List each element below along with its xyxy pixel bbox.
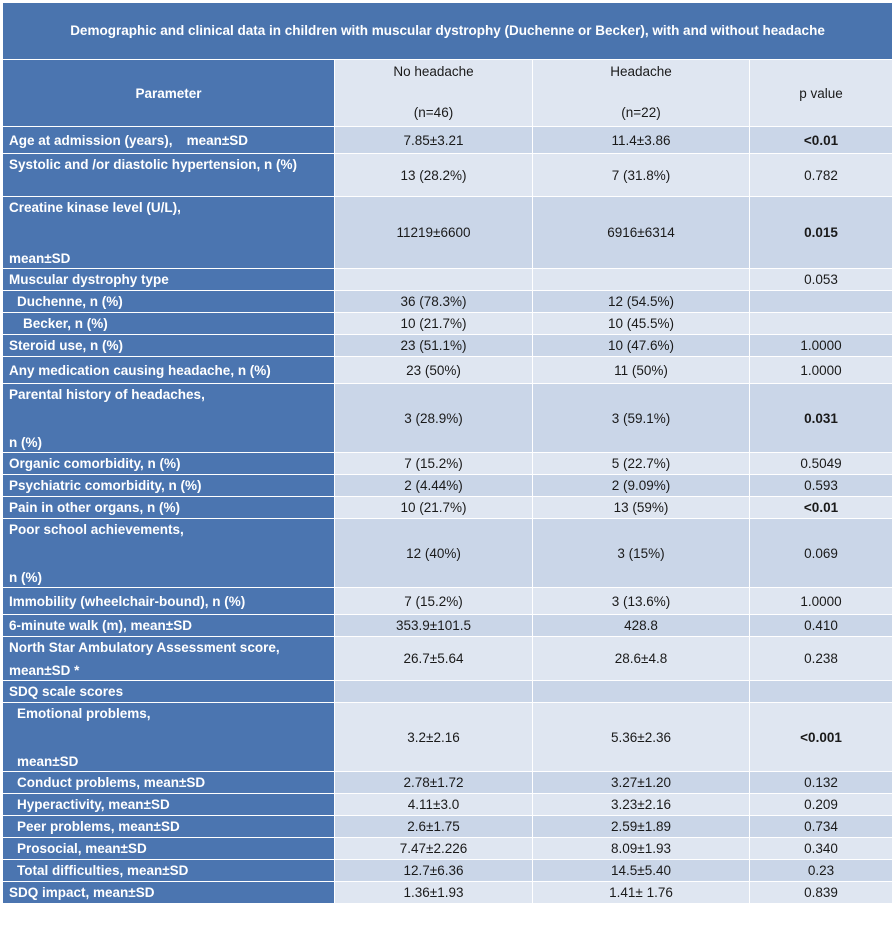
row-label-text: Organic comorbidity, n (%) — [9, 456, 181, 471]
value-no-headache: 7.47±2.226 — [335, 838, 533, 860]
value-p: 0.031 — [750, 384, 893, 453]
header-no-headache — [335, 60, 533, 127]
value-no-headache: 11219±6600 — [335, 197, 533, 269]
value-no-headache: 3 (28.9%) — [335, 384, 533, 453]
row-label — [3, 588, 335, 615]
value-headache: 10 (47.6%) — [533, 335, 750, 357]
row-label-line2: mean±SD — [17, 754, 79, 769]
row-label-line1: Poor school achievements, — [9, 522, 184, 537]
row-label-line2: mean±SD — [9, 251, 71, 266]
value-no-headache: 2.78±1.72 — [335, 772, 533, 794]
table-row — [3, 794, 893, 816]
row-label — [3, 703, 335, 772]
row-label-line1: Creatine kinase level (U/L), — [9, 200, 181, 215]
value-headache: 3.23±2.16 — [533, 794, 750, 816]
header-no-headache-n: (n=46) — [413, 105, 454, 120]
row-label — [3, 453, 335, 475]
table-row — [3, 335, 893, 357]
table-row — [3, 703, 893, 772]
header-headache-label: Headache — [610, 64, 672, 79]
value-headache: 2 (9.09%) — [533, 475, 750, 497]
row-label-text: Muscular dystrophy type — [9, 272, 169, 287]
row-label — [3, 313, 335, 335]
table-row — [3, 127, 893, 154]
value-headache: 3 (15%) — [533, 519, 750, 588]
row-label — [3, 475, 335, 497]
value-no-headache: 7.85±3.21 — [335, 127, 533, 154]
header-parameter: Parameter — [3, 60, 335, 127]
value-headache: 11 (50%) — [533, 357, 750, 384]
value-p: 0.410 — [750, 615, 893, 637]
row-label-line2: n (%) — [9, 570, 42, 585]
row-label — [3, 681, 335, 703]
value-p: 0.593 — [750, 475, 893, 497]
row-label-text: Hyperactivity, mean±SD — [17, 797, 170, 812]
table-row — [3, 497, 893, 519]
value-headache: 12 (54.5%) — [533, 291, 750, 313]
value-headache — [533, 269, 750, 291]
row-label-line2: n (%) — [9, 435, 42, 450]
table-row — [3, 772, 893, 794]
value-p: 0.5049 — [750, 453, 893, 475]
header-no-headache-label: No headache — [393, 64, 474, 79]
value-p: 0.053 — [750, 269, 893, 291]
value-headache: 8.09±1.93 — [533, 838, 750, 860]
value-headache: 13 (59%) — [533, 497, 750, 519]
value-no-headache: 2 (4.44%) — [335, 475, 533, 497]
data-table — [2, 2, 893, 904]
value-headache: 28.6±4.8 — [533, 637, 750, 681]
row-label-text: Conduct problems, mean±SD — [17, 775, 206, 790]
row-label — [3, 882, 335, 904]
value-headache: 10 (45.5%) — [533, 313, 750, 335]
value-headache: 3 (59.1%) — [533, 384, 750, 453]
value-no-headache: 23 (51.1%) — [335, 335, 533, 357]
value-headache: 428.8 — [533, 615, 750, 637]
table-row — [3, 197, 893, 269]
row-label-text: Becker, n (%) — [23, 316, 108, 331]
value-p — [750, 313, 893, 335]
value-no-headache: 13 (28.2%) — [335, 154, 533, 197]
value-no-headache: 2.6±1.75 — [335, 816, 533, 838]
value-p: 1.0000 — [750, 335, 893, 357]
row-label-line1: North Star Ambulatory Assessment score, — [9, 640, 280, 655]
row-label — [3, 357, 335, 384]
value-no-headache: 26.7±5.64 — [335, 637, 533, 681]
value-headache: 3 (13.6%) — [533, 588, 750, 615]
value-no-headache — [335, 269, 533, 291]
table-row — [3, 588, 893, 615]
row-label-text: Total difficulties, mean±SD — [17, 863, 189, 878]
row-label — [3, 794, 335, 816]
value-p: 0.238 — [750, 637, 893, 681]
table-row — [3, 269, 893, 291]
value-headache: 2.59±1.89 — [533, 816, 750, 838]
value-p: 0.23 — [750, 860, 893, 882]
value-p: 1.0000 — [750, 588, 893, 615]
row-label-text: 6-minute walk (m), mean±SD — [9, 618, 192, 633]
row-label — [3, 291, 335, 313]
value-headache: 3.27±1.20 — [533, 772, 750, 794]
value-headache: 1.41± 1.76 — [533, 882, 750, 904]
row-label-text: Psychiatric comorbidity, n (%) — [9, 478, 202, 493]
value-no-headache: 1.36±1.93 — [335, 882, 533, 904]
table-row — [3, 384, 893, 453]
row-label — [3, 384, 335, 453]
row-label-line2: mean±SD * — [9, 663, 80, 678]
value-no-headache: 12 (40%) — [335, 519, 533, 588]
header-p-value: p value — [750, 60, 893, 127]
row-label — [3, 335, 335, 357]
value-p: 0.340 — [750, 838, 893, 860]
value-p: 1.0000 — [750, 357, 893, 384]
value-p: <0.001 — [750, 703, 893, 772]
row-label — [3, 497, 335, 519]
header-headache — [533, 60, 750, 127]
value-no-headache: 353.9±101.5 — [335, 615, 533, 637]
value-headache: 5 (22.7%) — [533, 453, 750, 475]
value-no-headache: 10 (21.7%) — [335, 313, 533, 335]
value-no-headache: 7 (15.2%) — [335, 453, 533, 475]
table-row — [3, 637, 893, 681]
value-p: 0.782 — [750, 154, 893, 197]
value-headache — [533, 681, 750, 703]
title-row — [3, 3, 893, 60]
table-row — [3, 357, 893, 384]
row-label-text: Age at admission (years), — [9, 132, 173, 148]
value-headache: 6916±6314 — [533, 197, 750, 269]
row-label-text: SDQ impact, mean±SD — [9, 885, 155, 900]
row-label-text: Systolic and /or diastolic hypertension, n (%) — [9, 157, 298, 172]
value-headache: 5.36±2.36 — [533, 703, 750, 772]
value-p: <0.01 — [750, 497, 893, 519]
row-label — [3, 127, 335, 154]
row-label — [3, 816, 335, 838]
table-row — [3, 860, 893, 882]
table-row — [3, 882, 893, 904]
value-p: 0.069 — [750, 519, 893, 588]
table-title: Demographic and clinical data in children with muscular dystrophy (Duchenne or Becker), with and without headache — [3, 3, 893, 60]
value-no-headache: 36 (78.3%) — [335, 291, 533, 313]
value-headache: 7 (31.8%) — [533, 154, 750, 197]
table-row — [3, 475, 893, 497]
row-label — [3, 197, 335, 269]
row-label — [3, 637, 335, 681]
table-row — [3, 816, 893, 838]
row-label-text: SDQ scale scores — [9, 684, 124, 699]
table-row — [3, 453, 893, 475]
row-label — [3, 519, 335, 588]
value-no-headache: 10 (21.7%) — [335, 497, 533, 519]
header-row — [3, 60, 893, 127]
header-headache-n: (n=22) — [621, 105, 661, 120]
table-row — [3, 681, 893, 703]
value-no-headache: 12.7±6.36 — [335, 860, 533, 882]
row-label-text: Prosocial, mean±SD — [17, 841, 147, 856]
value-p: 0.132 — [750, 772, 893, 794]
row-label-line1: Emotional problems, — [17, 706, 151, 721]
value-p: <0.01 — [750, 127, 893, 154]
table-row — [3, 154, 893, 197]
value-no-headache: 7 (15.2%) — [335, 588, 533, 615]
value-headache: 11.4±3.86 — [533, 127, 750, 154]
value-p: 0.734 — [750, 816, 893, 838]
row-label-text: Pain in other organs, n (%) — [9, 500, 181, 515]
value-p: 0.209 — [750, 794, 893, 816]
value-p — [750, 681, 893, 703]
value-no-headache: 3.2±2.16 — [335, 703, 533, 772]
value-p: 0.839 — [750, 882, 893, 904]
value-no-headache: 23 (50%) — [335, 357, 533, 384]
row-label — [3, 772, 335, 794]
value-p: 0.015 — [750, 197, 893, 269]
row-label-text: Duchenne, n (%) — [17, 294, 123, 309]
row-label-text: Any medication causing headache, n (%) — [9, 362, 271, 378]
row-label — [3, 838, 335, 860]
row-label-text: Peer problems, mean±SD — [17, 819, 180, 834]
row-label-suffix: mean±SD — [186, 132, 248, 148]
row-label-line1: Parental history of headaches, — [9, 387, 205, 402]
row-label — [3, 615, 335, 637]
value-no-headache — [335, 681, 533, 703]
value-no-headache: 4.11±3.0 — [335, 794, 533, 816]
row-label-text: Steroid use, n (%) — [9, 338, 124, 353]
table-row — [3, 615, 893, 637]
row-label — [3, 860, 335, 882]
row-label — [3, 269, 335, 291]
value-p — [750, 291, 893, 313]
table-row — [3, 291, 893, 313]
table-row — [3, 519, 893, 588]
table-row — [3, 838, 893, 860]
value-headache: 14.5±5.40 — [533, 860, 750, 882]
table-row — [3, 313, 893, 335]
row-label — [3, 154, 335, 197]
row-label-text: Immobility (wheelchair-bound), n (%) — [9, 593, 246, 609]
